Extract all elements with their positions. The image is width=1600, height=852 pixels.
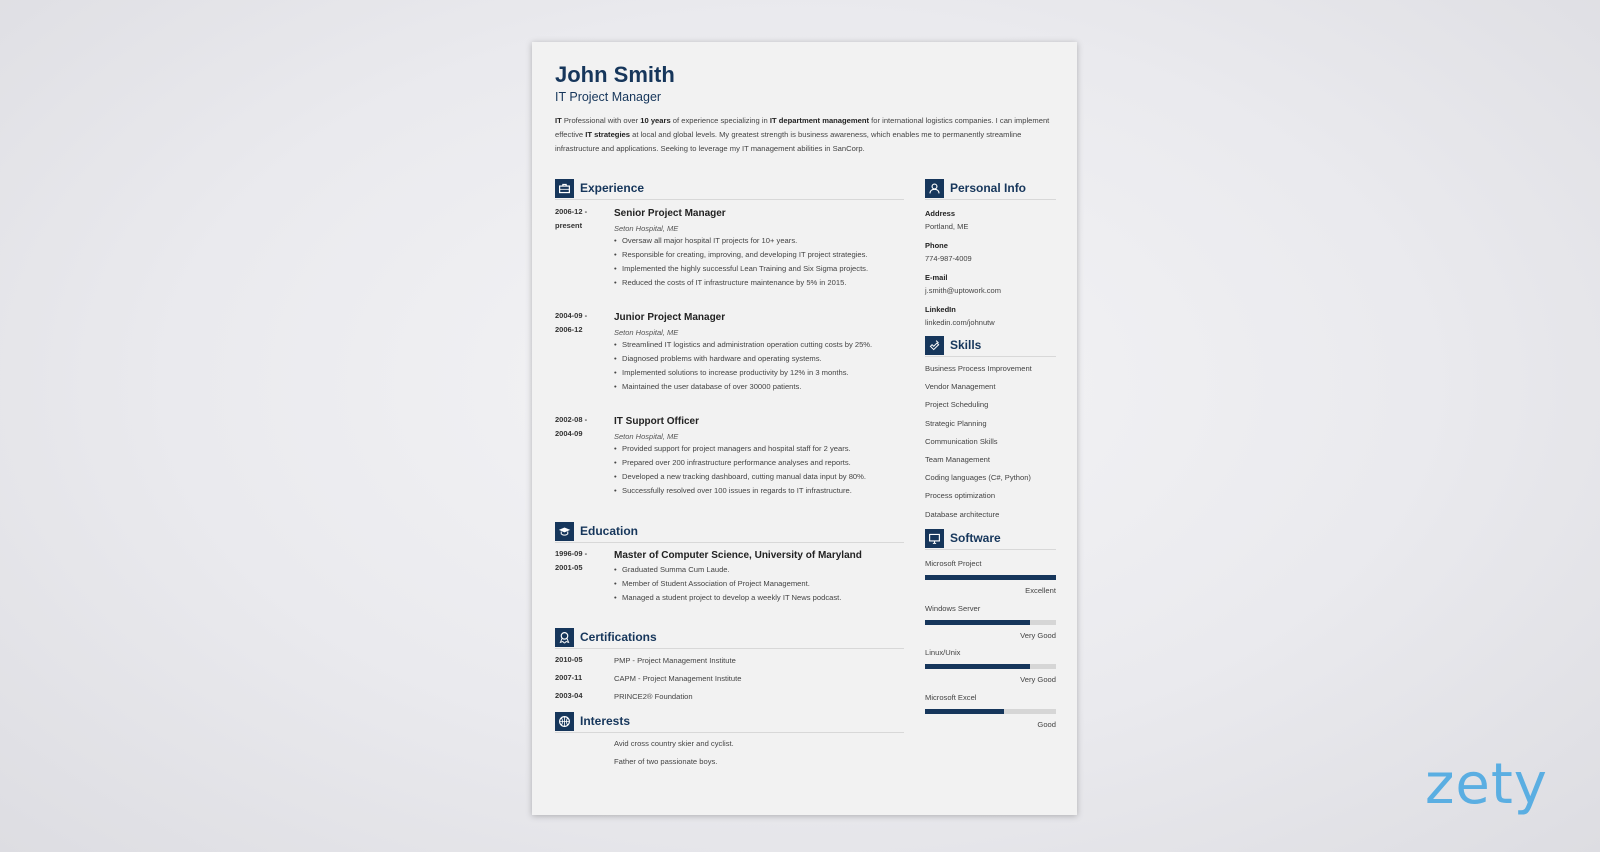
experience-section-header bbox=[555, 179, 904, 200]
summary-emphasis: IT department management bbox=[769, 116, 870, 125]
zety-logo: zety bbox=[1425, 752, 1548, 817]
skill-item: Process optimization bbox=[925, 491, 996, 501]
skill-item: Business Process Improvement bbox=[925, 364, 1032, 373]
software-level-bar bbox=[925, 575, 1056, 580]
certification-date: 2010-05 bbox=[555, 655, 583, 664]
skill-item: Project Scheduling bbox=[925, 400, 989, 410]
software-name: Microsoft Excel bbox=[925, 692, 977, 702]
certificate-icon bbox=[555, 628, 574, 647]
software-title: Software bbox=[950, 531, 1001, 545]
experience-title: Experience bbox=[580, 181, 645, 195]
certifications-title: Certifications bbox=[580, 630, 657, 644]
resume-page bbox=[532, 42, 1077, 815]
bullet-item: • Diagnosed problems with hardware and operating systems. bbox=[614, 352, 872, 366]
skills-title: Skills bbox=[950, 338, 982, 352]
bullet-item: • Reduced the costs of IT infrastructure maintenance by 5% in 2015. bbox=[614, 276, 868, 290]
bullet-item: • Maintained the user database of over 30000 patients. bbox=[614, 380, 872, 394]
bullet-item: • Oversaw all major hospital IT projects for 10+ years. bbox=[614, 234, 868, 248]
experience-employer: Seton Hospital, ME bbox=[614, 328, 679, 337]
certification-date: 2007-11 bbox=[555, 673, 583, 682]
personal-info-label: Phone bbox=[925, 241, 948, 250]
summary-emphasis: IT strategies bbox=[585, 130, 631, 139]
education-date: 1996-09 - 2001-05 bbox=[555, 549, 588, 572]
summary-text: at local and global levels. My greatest strength is business awareness, which enables me to permanently streamline infrastructure and applications. Seeking to leverage my IT management abilities in SanCorp. bbox=[555, 130, 1022, 153]
experience-role: Junior Project Manager bbox=[614, 312, 726, 323]
software-level-fill bbox=[925, 664, 1030, 669]
software-level-fill bbox=[925, 709, 1004, 714]
experience-bullets bbox=[614, 442, 866, 498]
personal-info-section-header bbox=[925, 179, 1056, 200]
personal-info-value: 774-987-4009 bbox=[925, 254, 972, 263]
bullet-item: • Developed a new tracking dashboard, cutting manual data input by 80%. bbox=[614, 470, 866, 484]
interest-item: Father of two passionate boys. bbox=[614, 757, 718, 766]
resume-summary bbox=[555, 114, 1055, 156]
experience-bullets bbox=[614, 234, 868, 290]
summary-text: Professional with over bbox=[561, 116, 641, 125]
bullet-item: • Graduated Summa Cum Laude. bbox=[614, 563, 841, 577]
briefcase-icon bbox=[555, 179, 574, 198]
experience-employer: Seton Hospital, ME bbox=[614, 432, 679, 441]
software-level-fill bbox=[925, 575, 1056, 580]
skill-item: Team Management bbox=[925, 455, 991, 464]
bullet-item: • Member of Student Association of Project Management. bbox=[614, 577, 841, 591]
certifications-section-header bbox=[555, 628, 904, 649]
personal-info-value: linkedin.com/johnutw bbox=[925, 318, 995, 327]
certification-date: 2003-04 bbox=[555, 691, 583, 700]
education-section-header bbox=[555, 522, 904, 543]
interests-section-header bbox=[555, 712, 904, 733]
interest-item: Avid cross country skier and cyclist. bbox=[614, 739, 734, 748]
experience-role: IT Support Officer bbox=[614, 416, 699, 427]
personal-info-value: Portland, ME bbox=[925, 222, 969, 231]
resume-name: John Smith bbox=[555, 62, 675, 87]
education-bullets bbox=[614, 563, 841, 605]
certification-name: PRINCE2® Foundation bbox=[614, 692, 693, 701]
experience-date: 2004-09 - 2006-12 bbox=[555, 311, 588, 334]
graduation-cap-icon bbox=[555, 522, 574, 541]
education-title: Education bbox=[580, 524, 639, 538]
person-icon bbox=[925, 179, 944, 198]
wrench-hand-icon bbox=[925, 336, 944, 355]
personal-info-value: j.smith@uptowork.com bbox=[925, 286, 1001, 295]
software-level-label: Very Good bbox=[1020, 630, 1056, 640]
interests-title: Interests bbox=[580, 714, 631, 728]
personal-info-label: LinkedIn bbox=[925, 305, 956, 314]
bullet-item: • Successfully resolved over 100 issues in regards to IT infrastructure. bbox=[614, 484, 866, 498]
personal-info-label: Address bbox=[925, 209, 956, 218]
summary-emphasis: 10 years bbox=[640, 116, 671, 125]
bullet-item: • Streamlined IT logistics and administration operation cutting costs by 25%. bbox=[614, 338, 872, 352]
software-level-label: Excellent bbox=[1025, 586, 1056, 595]
software-section-header bbox=[925, 529, 1056, 550]
skills-section-header bbox=[925, 336, 1056, 357]
summary-text: of experience specializing in bbox=[670, 116, 770, 125]
basketball-icon bbox=[555, 712, 574, 731]
bullet-item: • Implemented the highly successful Lean Training and Six Sigma projects. bbox=[614, 262, 868, 276]
bullet-item: • Provided support for project managers and hospital staff for 2 years. bbox=[614, 442, 866, 456]
experience-employer: Seton Hospital, ME bbox=[614, 224, 679, 233]
education-degree: Master of Computer Science, University of Maryland bbox=[614, 550, 862, 561]
certification-name: CAPM - Project Management Institute bbox=[614, 674, 742, 683]
experience-bullets bbox=[614, 338, 872, 394]
resume-job-title: IT Project Manager bbox=[555, 90, 662, 104]
skill-item: Database architecture bbox=[925, 509, 1000, 519]
summary-text: for international logistics companies. I can implement effective bbox=[555, 116, 1050, 139]
summary-emphasis: IT bbox=[555, 116, 562, 125]
software-level-bar bbox=[925, 620, 1056, 625]
personal-info-title: Personal Info bbox=[950, 181, 1027, 195]
monitor-icon bbox=[925, 529, 944, 548]
skill-item: Communication Skills bbox=[925, 436, 998, 446]
software-level-bar bbox=[925, 664, 1056, 669]
software-level-bar bbox=[925, 709, 1056, 714]
software-name: Windows Server bbox=[925, 603, 981, 613]
bullet-item: • Managed a student project to develop a weekly IT News podcast. bbox=[614, 591, 841, 605]
skill-item: Coding languages (C#, Python) bbox=[925, 473, 1031, 483]
bullet-item: • Prepared over 200 infrastructure performance analyses and reports. bbox=[614, 456, 866, 470]
software-level-label: Very Good bbox=[1020, 675, 1056, 685]
experience-date: 2006-12 - present bbox=[555, 207, 588, 230]
software-level-label: Good bbox=[1037, 719, 1056, 729]
software-name: Microsoft Project bbox=[925, 559, 982, 568]
skill-item: Strategic Planning bbox=[925, 418, 987, 428]
certification-name: PMP - Project Management Institute bbox=[614, 656, 736, 665]
software-name: Linux/Unix bbox=[925, 648, 961, 658]
experience-role: Senior Project Manager bbox=[614, 208, 726, 219]
personal-info-label: E-mail bbox=[925, 273, 948, 282]
experience-date: 2002-08 - 2004-09 bbox=[555, 415, 588, 438]
bullet-item: • Implemented solutions to increase productivity by 12% in 3 months. bbox=[614, 366, 872, 380]
skill-item: Vendor Management bbox=[925, 382, 996, 392]
software-level-fill bbox=[925, 620, 1030, 625]
bullet-item: • Responsible for creating, improving, and developing IT project strategies. bbox=[614, 248, 868, 262]
